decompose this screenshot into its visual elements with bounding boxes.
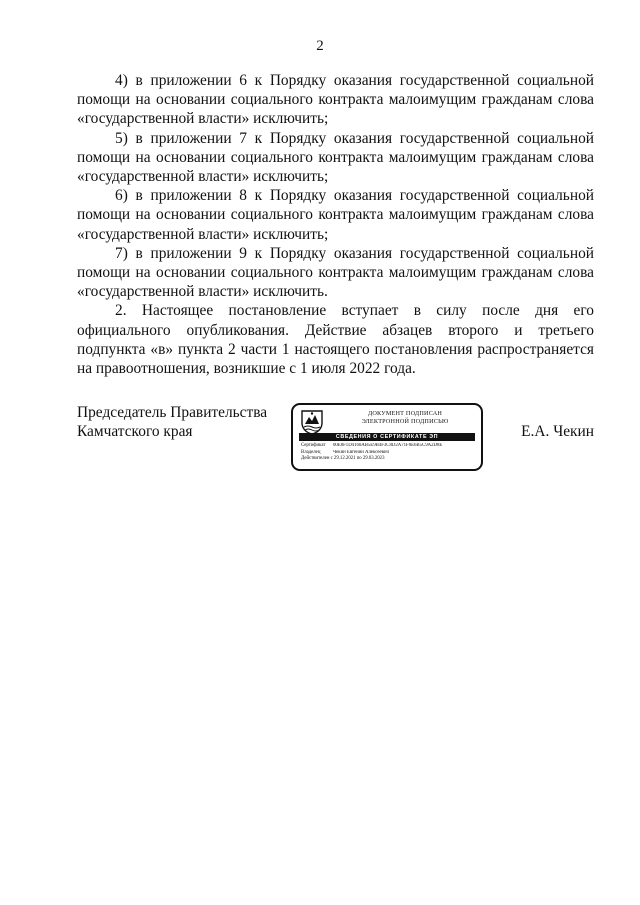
stamp-header bbox=[331, 410, 479, 426]
coat-of-arms-icon bbox=[299, 409, 325, 435]
document-body bbox=[77, 71, 594, 378]
stamp-details bbox=[301, 443, 477, 463]
stamp-header-line2: ЭЛЕКТРОННОЙ ПОДПИСЬЮ bbox=[361, 418, 449, 425]
stamp-row-value: 00E8F1D4160AB5E9B4F3C8D2A71F0E6B5C9A2D8E bbox=[333, 443, 443, 448]
stamp-row-validity bbox=[301, 456, 477, 463]
signer-title-line1: Председатель Правительства bbox=[77, 404, 268, 421]
paragraph-item-6: 6) в приложении 8 к Порядку оказания государственной социальной помощи на основании социального контракта малоимущим гражданам слова «государственной власти» исключить; bbox=[77, 187, 594, 243]
stamp-row-label: Действителен с 29.12.2021 по 29.03.2023 bbox=[301, 456, 385, 462]
stamp-row-owner bbox=[301, 450, 477, 457]
signer-name: Е.А. Чекин bbox=[521, 423, 594, 440]
page-number: 2 bbox=[316, 38, 324, 54]
signer-title bbox=[77, 403, 267, 441]
stamp-header-line1: ДОКУМЕНТ ПОДПИСАН bbox=[367, 410, 443, 417]
electronic-signature-stamp bbox=[291, 403, 483, 471]
stamp-row-value: Чекин Евгений Алексеевич bbox=[333, 449, 389, 455]
stamp-row-certificate bbox=[301, 443, 477, 450]
paragraph-item-7: 7) в приложении 9 к Порядку оказания государственной социальной помощи на основании социального контракта малоимущим гражданам слова «государственной власти» исключить. bbox=[77, 244, 594, 301]
paragraph-item-5: 5) в приложении 7 к Порядку оказания государственной социальной помощи на основании социального контракта малоимущим гражданам слова «государственной власти» исключить; bbox=[77, 129, 594, 186]
stamp-certificate-bar: СВЕДЕНИЯ О СЕРТИФИКАТЕ ЭП bbox=[299, 433, 475, 441]
signer-title-line2: Камчатского края bbox=[77, 423, 193, 441]
stamp-row-label: Владелец bbox=[301, 449, 321, 455]
paragraph-effective-date: 2. Настоящее постановление вступает в силу после дня его официального опубликования. Действие абзацев второго и третьего подпункта «в» пункта 2 части 1 настоящего постановления распространяется на правоотношения, возникшие с 1 июля 2022 года. bbox=[77, 302, 594, 378]
paragraph-item-4: 4) в приложении 6 к Порядку оказания государственной социальной помощи на основании социального контракта малоимущим гражданам слова «государственной власти» исключить; bbox=[77, 72, 594, 128]
stamp-row-label: Сертификат bbox=[301, 443, 326, 448]
signature-block bbox=[77, 403, 594, 473]
